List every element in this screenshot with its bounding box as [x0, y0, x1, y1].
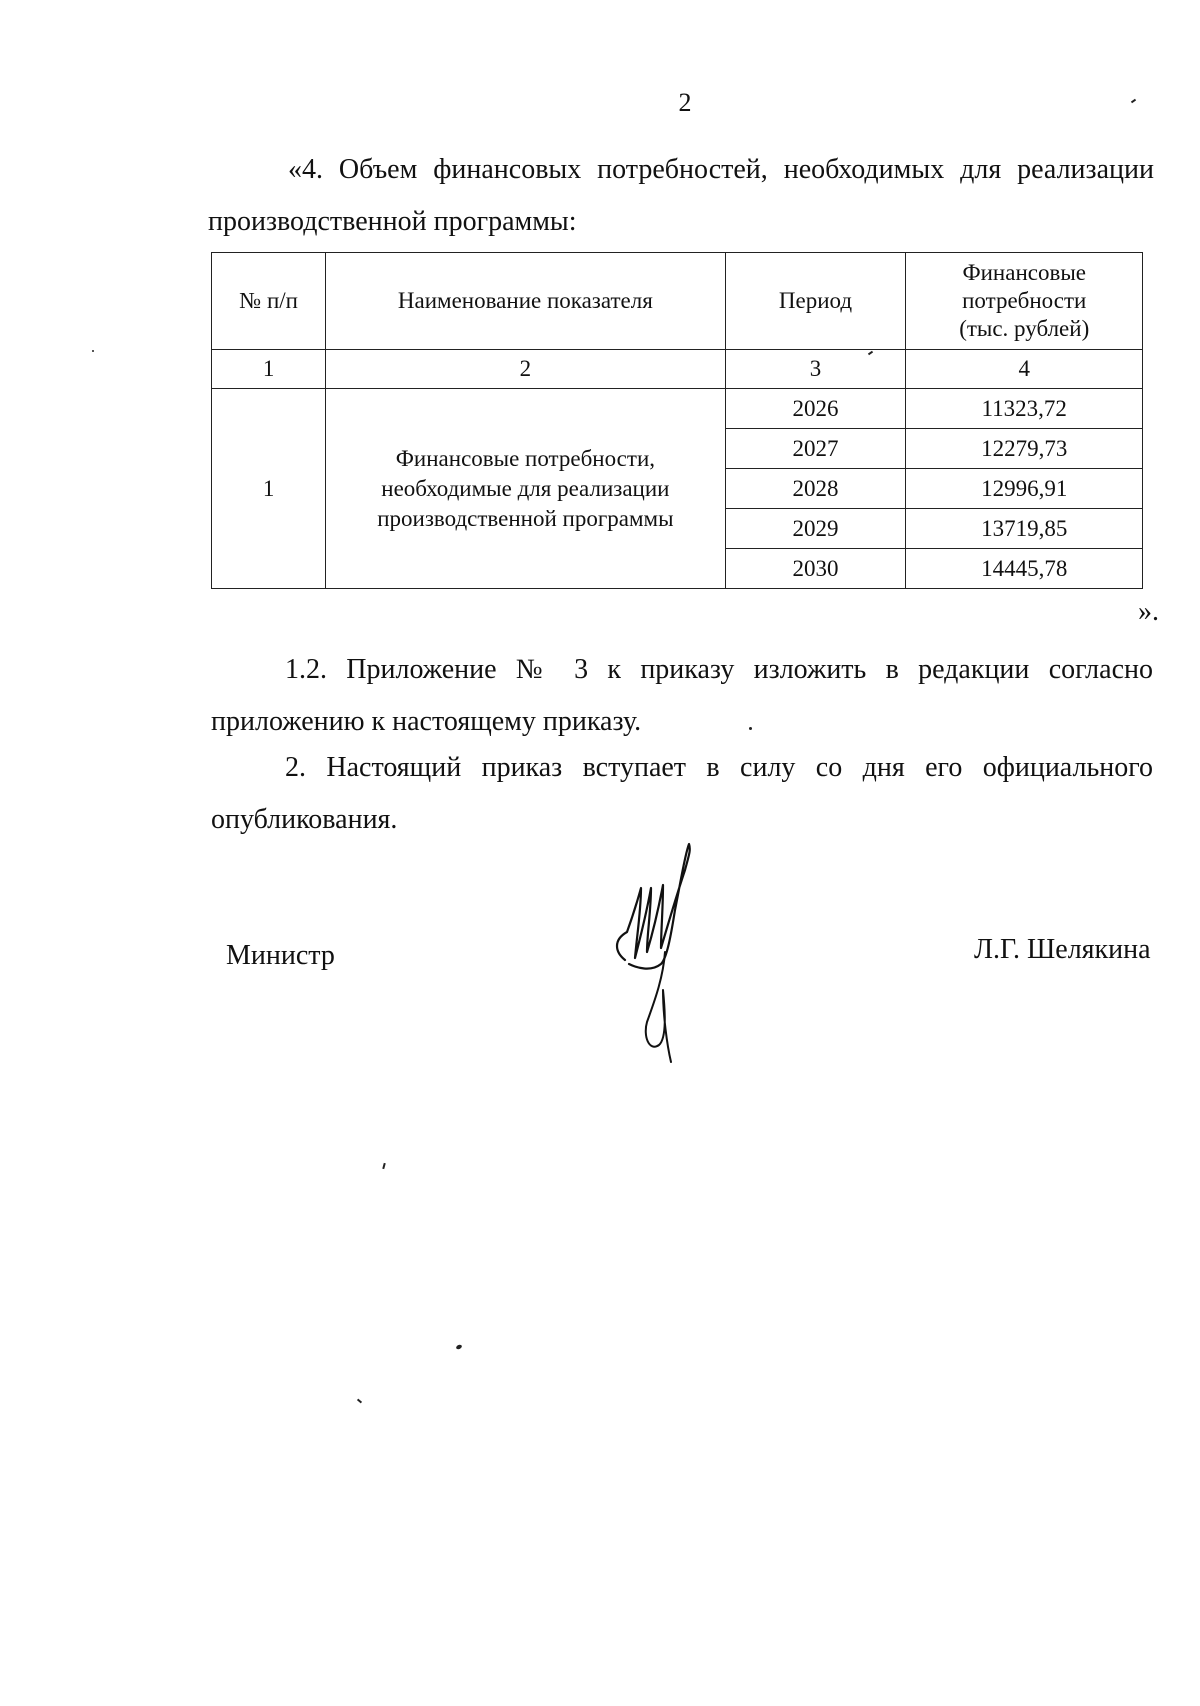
paragraph-1-2-first-line: 1.2. Приложение № 3 к приказу изложить в редакции согласно: [285, 654, 1153, 685]
indicator-name: [326, 389, 725, 589]
signer-title: Министр: [226, 940, 335, 971]
paragraph-1-2-rest: приложению к настоящему приказу.: [211, 706, 642, 737]
header-period: Период: [725, 253, 906, 350]
paragraph-2-rest: опубликования.: [211, 804, 398, 835]
column-number: 4: [906, 350, 1143, 389]
period-cell: 2028: [725, 469, 906, 509]
page-number: 2: [678, 88, 692, 117]
signature-image: [605, 840, 720, 1065]
header-financial-needs-line: (тыс. рублей): [959, 316, 1090, 341]
scan-speck: [749, 727, 752, 730]
period-cell: 2026: [725, 389, 906, 429]
amount-cell: 13719,85: [906, 509, 1143, 549]
closing-quote: ».: [1138, 596, 1159, 627]
scan-speck: [382, 1163, 385, 1169]
column-number: 3: [725, 350, 906, 389]
period-cell: 2029: [725, 509, 906, 549]
intro-paragraph-rest: производственной программы:: [208, 206, 577, 237]
period-cell: 2030: [725, 549, 906, 589]
indicator-name-line: Финансовые потребности,: [395, 445, 655, 471]
header-financial-needs: [906, 253, 1143, 350]
financial-needs-table: [211, 252, 1143, 589]
indicator-name-line: необходимые для реализации: [381, 475, 670, 501]
header-row-number: № п/п: [212, 253, 326, 350]
intro-paragraph: [208, 144, 1154, 248]
header-financial-needs-line: Финансовые: [962, 260, 1086, 285]
scan-speck: [92, 350, 94, 352]
paragraph-2-first-line: 2. Настоящий приказ вступает в силу со дня его официального: [285, 752, 1153, 783]
table-row: [212, 389, 1143, 429]
indicator-name-line: производственной программы: [377, 505, 674, 531]
row-number: 1: [212, 389, 326, 589]
paragraph-1-2: [211, 644, 1153, 748]
period-cell: 2027: [725, 429, 906, 469]
scan-speck: [455, 1344, 462, 1350]
scan-speck: [357, 1399, 362, 1404]
amount-cell: 12279,73: [906, 429, 1143, 469]
paragraph-2: [211, 742, 1153, 846]
intro-paragraph-first-line: «4. Объем финансовых потребностей, необходимых для реализации: [288, 154, 1154, 185]
column-number: 1: [212, 350, 326, 389]
column-number-row: [212, 350, 1143, 389]
amount-cell: 12996,91: [906, 469, 1143, 509]
signer-name: Л.Г. Шелякина: [974, 934, 1151, 965]
table-header-row: [212, 253, 1143, 350]
header-financial-needs-line: потребности: [962, 288, 1087, 313]
column-number: 2: [326, 350, 725, 389]
amount-cell: 11323,72: [906, 389, 1143, 429]
amount-cell: 14445,78: [906, 549, 1143, 589]
header-indicator-name: Наименование показателя: [326, 253, 725, 350]
